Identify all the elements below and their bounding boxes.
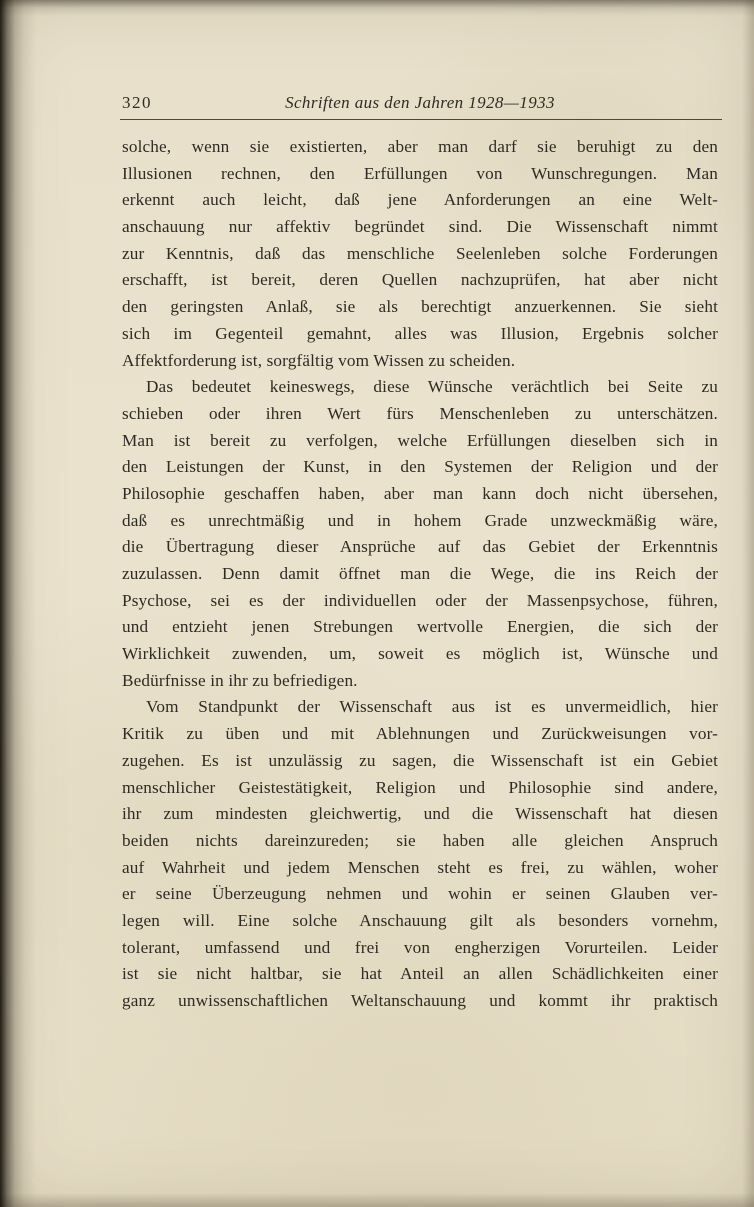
text-line: Man ist bereit zu verfolgen, welche Erfüllungen dieselben sich in — [122, 430, 718, 450]
text-line: Wirklichkeit zuwenden, um, soweit es möglich ist, Wünsche und — [122, 644, 718, 664]
text-line: und entzieht jenen Strebungen wertvolle Energien, die sich der — [122, 617, 718, 637]
text-line: beiden nichts dareinzureden; sie haben alle gleichen Anspruch — [122, 830, 718, 850]
text-line: solche, wenn sie existierten, aber man darf sie beruhigt zu den — [122, 137, 718, 156]
scan-shadow-left — [0, 0, 36, 1207]
body-text — [122, 134, 718, 1015]
text-line: Bedürfnisse in ihr zu befriedigen. — [122, 670, 358, 690]
paragraph — [122, 694, 718, 1014]
text-line: Psychose, sei es der individuellen oder der Massenpsychose, führen, — [122, 590, 718, 610]
text-line: ihr zum mindesten gleichwertig, und die Wissenschaft hat diesen — [122, 804, 718, 824]
text-line: sich im Gegenteil gemahnt, alles was Illusion, Ergebnis solcher — [122, 323, 718, 343]
paragraph — [122, 374, 718, 694]
text-line: zugehen. Es ist unzulässig zu sagen, die Wissenschaft ist ein Gebiet — [122, 750, 718, 770]
text-line: Das bedeutet keineswegs, diese Wünsche verächtlich bei Seite zu — [146, 377, 718, 397]
text-line: legen will. Eine solche Anschauung gilt als besonders vornehm, — [122, 910, 718, 930]
text-line: erkennt auch leicht, daß jene Anforderungen an eine Welt- — [122, 190, 718, 210]
header-rule — [120, 119, 722, 120]
text-line: auf Wahrheit und jedem Menschen steht es frei, zu wählen, woher — [122, 857, 718, 877]
text-line: ganz unwissenschaftlichen Weltanschauung und kommt ihr praktisch — [122, 991, 718, 1010]
text-line: ist sie nicht haltbar, sie hat Anteil an allen Schädlichkeiten einer — [122, 964, 718, 984]
scan-shadow-top — [0, 0, 754, 16]
text-line: die Übertragung dieser Ansprüche auf das Gebiet der Erkenntnis — [122, 537, 718, 557]
text-line: tolerant, umfassend und frei von engherzigen Vorurteilen. Leider — [122, 937, 718, 957]
text-line: er seine Überzeugung nehmen und wohin er seinen Glauben ver- — [122, 884, 718, 904]
text-line: anschauung nur affektiv begründet sind. Die Wissenschaft nimmt — [122, 217, 718, 237]
text-line: Kritik zu üben und mit Ablehnungen und Zurückweisungen vor- — [122, 724, 718, 744]
text-line: den Leistungen der Kunst, in den Systemen der Religion und der — [122, 457, 718, 477]
paragraph — [122, 134, 718, 374]
text-line: daß es unrechtmäßig und in hohem Grade unzweckmäßig wäre, — [122, 510, 718, 530]
text-line: Illusionen rechnen, den Erfüllungen von Wunschregungen. Man — [122, 163, 718, 183]
text-line: menschlicher Geistestätigkeit, Religion und Philosophie sind andere, — [122, 777, 718, 797]
text-line: schieben oder ihren Wert fürs Menschenleben zu unterschätzen. — [122, 403, 718, 423]
text-line: Philosophie geschaffen haben, aber man kann doch nicht übersehen, — [122, 483, 718, 503]
text-line: erschafft, ist bereit, deren Quellen nachzuprüfen, hat aber nicht — [122, 270, 718, 290]
running-title: Schriften aus den Jahren 1928—1933 — [285, 93, 555, 112]
page-header — [122, 93, 718, 117]
scan-shadow-right — [742, 0, 754, 1207]
text-line: den geringsten Anlaß, sie als berechtigt anzuerkennen. Sie sieht — [122, 297, 718, 317]
page-number: 320 — [122, 93, 152, 112]
text-line: Affektforderung ist, sorgfältig vom Wissen zu scheiden. — [122, 350, 516, 370]
text-line: zuzulassen. Denn damit öffnet man die Wege, die ins Reich der — [122, 564, 718, 583]
text-line: zur Kenntnis, daß das menschliche Seelenleben solche Forderungen — [122, 243, 718, 263]
scan-shadow-bottom — [0, 1193, 754, 1207]
text-line: Vom Standpunkt der Wissenschaft aus ist es unvermeidlich, hier — [146, 697, 718, 717]
